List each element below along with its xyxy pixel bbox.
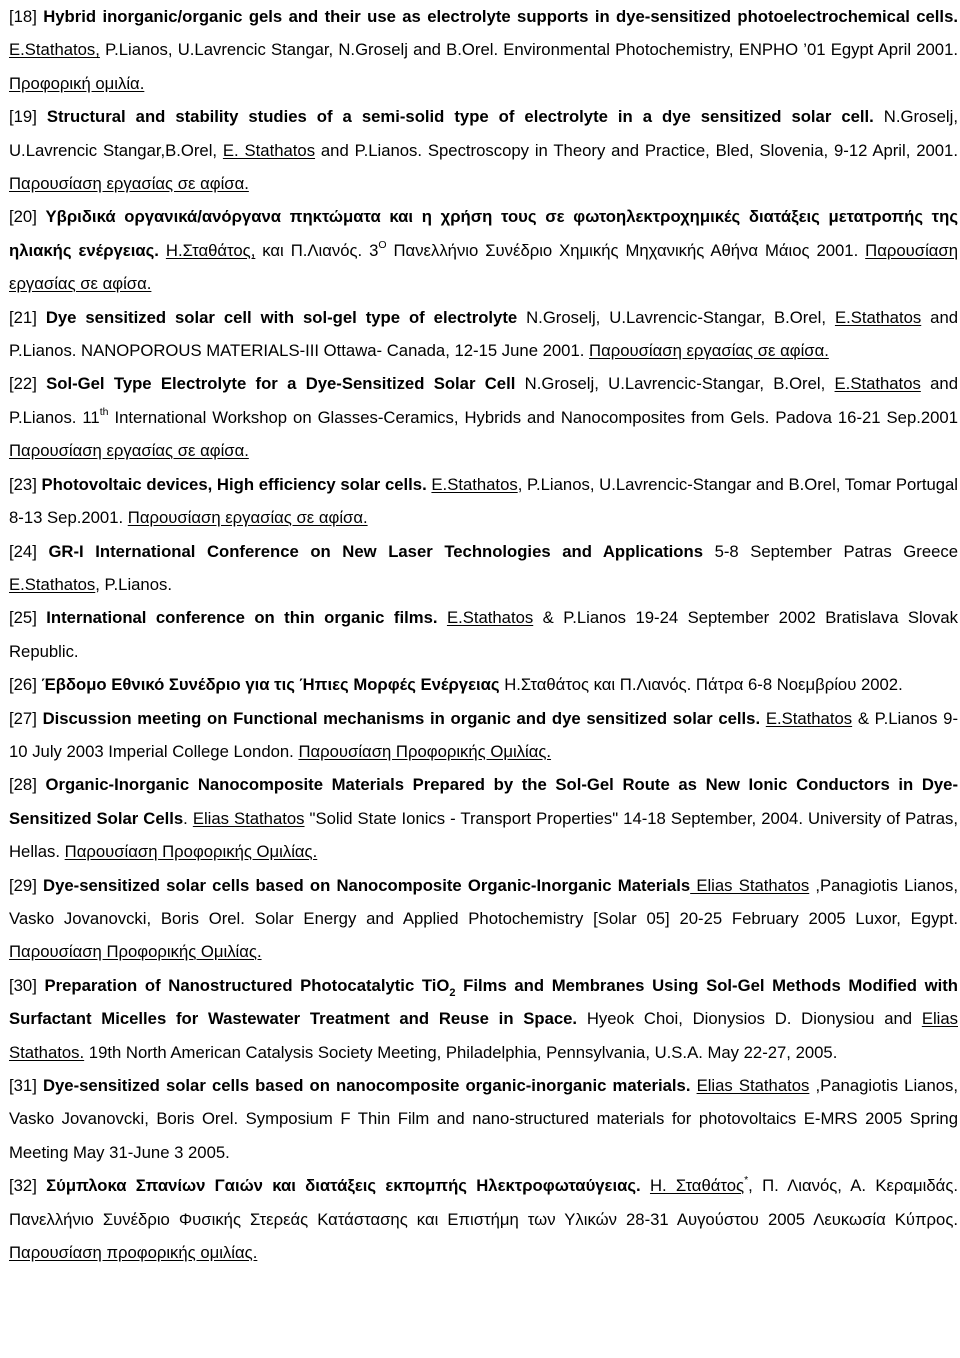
entry-title: Organic-Inorganic Nanocomposite Materials Prepared by the Sol-Gel Route as New Ionic Conductors in Dye-Sensitized Solar Cells xyxy=(9,775,958,828)
presentation-type-link[interactable]: Παρουσίαση εργασίας σε αφίσα. xyxy=(9,441,249,461)
list-item xyxy=(9,1069,958,1169)
entry-title: Sol-Gel Type Electrolyte for a Dye-Sensitized Solar Cell xyxy=(46,374,516,394)
entry-title: Υβριδικά οργανικά/ανόργανα πηκτώματα και η χρήση τους σε φωτοηλεκτροχημικές διατάξεις μετατροπής της ηλιακής ενέργειας. xyxy=(9,207,959,260)
entry-number: [27] xyxy=(9,708,37,728)
list-item xyxy=(9,100,958,200)
entry-details: ,Panagiotis Lianos, Vasko Jovanovcki, Boris Orel. Solar Energy and Applied Photochemistry [Solar 05] 20-25 February 2005 Luxor, Egypt. xyxy=(9,875,958,928)
list-item xyxy=(9,301,958,368)
entry-number: [32] xyxy=(9,1176,37,1196)
entry-title-part: Preparation of Nanostructured Photocatalytic TiO xyxy=(44,975,450,995)
entry-number: [30] xyxy=(9,975,37,995)
entry-number: [31] xyxy=(9,1076,37,1095)
list-item xyxy=(9,1169,958,1269)
entry-number: [21] xyxy=(9,307,37,327)
presentation-type-link[interactable]: Προφορική ομιλία. xyxy=(9,73,145,93)
presentation-type-link[interactable]: Παρουσίαση εργασίας σε αφίσα. xyxy=(9,174,249,194)
entry-number: [18] xyxy=(9,7,37,26)
entry-number: [19] xyxy=(9,107,37,127)
presentation-type-link[interactable]: Παρουσίαση εργασίας σε αφίσα. xyxy=(589,341,829,361)
author-link[interactable]: E.Stathatos xyxy=(9,574,96,594)
entry-details: 19th North American Catalysis Society Meeting, Philadelphia, Pennsylvania, U.S.A. May 22-27, 2005. xyxy=(84,1042,838,1062)
list-item xyxy=(9,668,958,701)
entry-authors: και Π.Λιανός. 3 xyxy=(255,240,379,260)
entry-details: P.Lianos, U.Lavrencic Stangar, N.Groselj and B.Orel. Environmental Photochemistry, ENPHO ’01 Egypt April 2001. xyxy=(99,40,958,60)
entry-title: Dye-sensitized solar cells based on nanocomposite organic-inorganic materials. xyxy=(42,1076,691,1095)
presentation-type-link[interactable]: Παρουσίαση εργασίας σε αφίσα. xyxy=(127,508,368,528)
entry-number: [25] xyxy=(9,608,37,628)
superscript: Ο xyxy=(378,238,387,251)
entry-details: , P.Lianos. xyxy=(95,574,172,594)
entry-title-punct: . xyxy=(183,808,188,828)
superscript: th xyxy=(99,405,109,418)
author-link[interactable]: Elias Stathatos xyxy=(192,808,305,828)
entry-title: Photovoltaic devices, High efficiency solar cells. xyxy=(41,474,427,494)
list-item xyxy=(9,601,958,668)
superscript: * xyxy=(744,1174,749,1187)
author-link[interactable]: E.Stathatos xyxy=(431,474,518,494)
entry-authors: Hyeok Choi, Dionysios D. Dionysiou and xyxy=(577,1009,922,1029)
entry-details: "Solid State Ionics - Transport Properties" 14-18 September, 2004. University of Patras, Hellas. xyxy=(9,808,959,862)
entry-title: Έβδομο Εθνικό Συνέδριο για τις Ήπιες Μορφές Ενέργειας xyxy=(41,675,500,695)
author-link[interactable]: E.Stathatos xyxy=(834,307,922,327)
entry-title: Dye-sensitized solar cells based on Nanocomposite Organic-Inorganic Materials xyxy=(43,875,691,895)
list-item xyxy=(9,367,958,467)
list-item xyxy=(9,0,958,100)
author-link[interactable]: Η. Σταθάτος xyxy=(649,1176,745,1196)
entry-authors: N.Groselj, U.Lavrencic Stangar,B.Orel, xyxy=(9,107,958,160)
entry-details: and P.Lianos. 11 xyxy=(9,374,958,427)
entry-title: GR-I International Conference on New Laser Technologies and Applications xyxy=(48,541,703,561)
author-link[interactable]: E. Stathatos xyxy=(222,140,316,160)
entry-details: and P.Lianos. NANOPOROUS MATERIALS-III Ottawa- Canada, 12-15 June 2001. xyxy=(9,307,959,361)
entry-details: International Workshop on Glasses-Ceramics, Hybrids and Nanocomposites from Gels. Padova 16-21 Sep.2001 xyxy=(108,407,958,427)
entry-details: & P.Lianos 9-10 July 2003 Imperial College London. xyxy=(9,708,959,761)
entry-title: Σύμπλοκα Σπανίων Γαιών και διατάξεις εκπομπής Ηλεκτροφωταύγειας. xyxy=(46,1176,641,1196)
list-item xyxy=(9,969,958,1069)
list-item xyxy=(9,702,958,769)
entry-details: Πανελλήνιο Συνέδριο Χημικής Μηχανικής Αθήνα Μάιος 2001. xyxy=(386,240,859,260)
entry-number: [23] xyxy=(9,474,37,494)
entry-number: [22] xyxy=(9,374,37,394)
presentation-type-link[interactable]: Παρουσίαση προφορικής ομιλίας. xyxy=(9,1243,258,1263)
entry-details: & P.Lianos 19-24 September 2002 Bratislava Slovak Republic. xyxy=(9,608,958,661)
author-link[interactable]: E.Stathatos, xyxy=(9,40,100,60)
entry-details: 5-8 September Patras Greece xyxy=(702,541,959,561)
entry-title-part: Films and Membranes Using Sol-Gel Methods Modified with Surfactant Micelles for Wastewater Treatment and Reuse in Space. xyxy=(9,975,959,1029)
author-link[interactable]: Elias Stathatos xyxy=(690,875,810,895)
author-link[interactable]: Elias Stathatos xyxy=(696,1076,810,1095)
presentation-type-link[interactable]: Παρουσίαση Προφορικής Ομιλίας. xyxy=(9,942,262,962)
entry-title: Dye sensitized solar cell with sol-gel type of electrolyte xyxy=(45,307,518,327)
list-item xyxy=(9,768,958,868)
entry-details: ,Panagiotis Lianos, Vasko Jovanovcki, Boris Orel. Symposium F Thin Film and nano-structured materials for photovoltaics E-MRS 2005 Spring Meeting May 31-June 3 2005. xyxy=(9,1076,958,1162)
entry-number: [24] xyxy=(9,541,37,561)
list-item xyxy=(9,869,958,969)
entry-number: [29] xyxy=(9,875,37,895)
presentation-type-link[interactable]: Παρουσίαση εργασίας σε αφίσα. xyxy=(9,240,959,294)
presentation-type-link[interactable]: Παρουσίαση Προφορικής Ομιλίας. xyxy=(64,842,318,862)
author-link[interactable]: E.Stathatos xyxy=(446,608,534,628)
entry-number: [20] xyxy=(9,207,37,227)
list-item xyxy=(9,200,958,300)
entry-title: Hybrid inorganic/organic gels and their use as electrolyte supports in dye-sensitized photoelectrochemical cells. xyxy=(43,7,958,26)
entry-details: , P.Lianos, U.Lavrencic-Stangar and B.Orel, Tomar Portugal 8-13 Sep.2001. xyxy=(9,474,959,528)
presentation-type-link[interactable]: Παρουσίαση Προφορικής Ομιλίας. xyxy=(298,741,552,761)
author-link[interactable]: E.Stathatos xyxy=(834,374,921,394)
entry-authors: N.Groselj, U.Lavrencic-Stangar, B.Orel, xyxy=(515,374,835,394)
list-item xyxy=(9,535,958,602)
entry-title: International conference on thin organic films. xyxy=(46,608,438,628)
entry-number: [26] xyxy=(9,675,37,695)
author-link[interactable]: Elias Stathatos. xyxy=(9,1009,958,1062)
entry-title: Structural and stability studies of a semi-solid type of electrolyte in a dye sensitized solar cell. xyxy=(46,107,874,127)
entry-authors: N.Groselj, U.Lavrencic-Stangar, B.Orel, xyxy=(517,307,835,327)
subscript: 2 xyxy=(449,986,456,999)
author-link[interactable]: E.Stathatos xyxy=(765,708,853,728)
entry-number: [28] xyxy=(9,775,37,795)
author-link[interactable]: Η.Σταθάτος, xyxy=(165,240,256,260)
entry-details: , Π. Λιανός, Α. Κεραμιδάς. Πανελλήνιο Συνέδριο Φυσικής Στερεάς Κατάστασης και Επιστήμη των Υλικών 28-31 Αυγούστου 2005 Λευκωσία Κύπρος. xyxy=(9,1176,958,1229)
entry-details: and P.Lianos. Spectroscopy in Theory and Practice, Bled, Slovenia, 9-12 April, 2001. xyxy=(315,140,958,160)
entry-title: Discussion meeting on Functional mechanisms in organic and dye sensitized solar cells. xyxy=(42,708,761,728)
entry-details: Η.Σταθάτος και Π.Λιανός. Πάτρα 6-8 Νοεμβρίου 2002. xyxy=(499,675,903,695)
list-item xyxy=(9,468,958,535)
